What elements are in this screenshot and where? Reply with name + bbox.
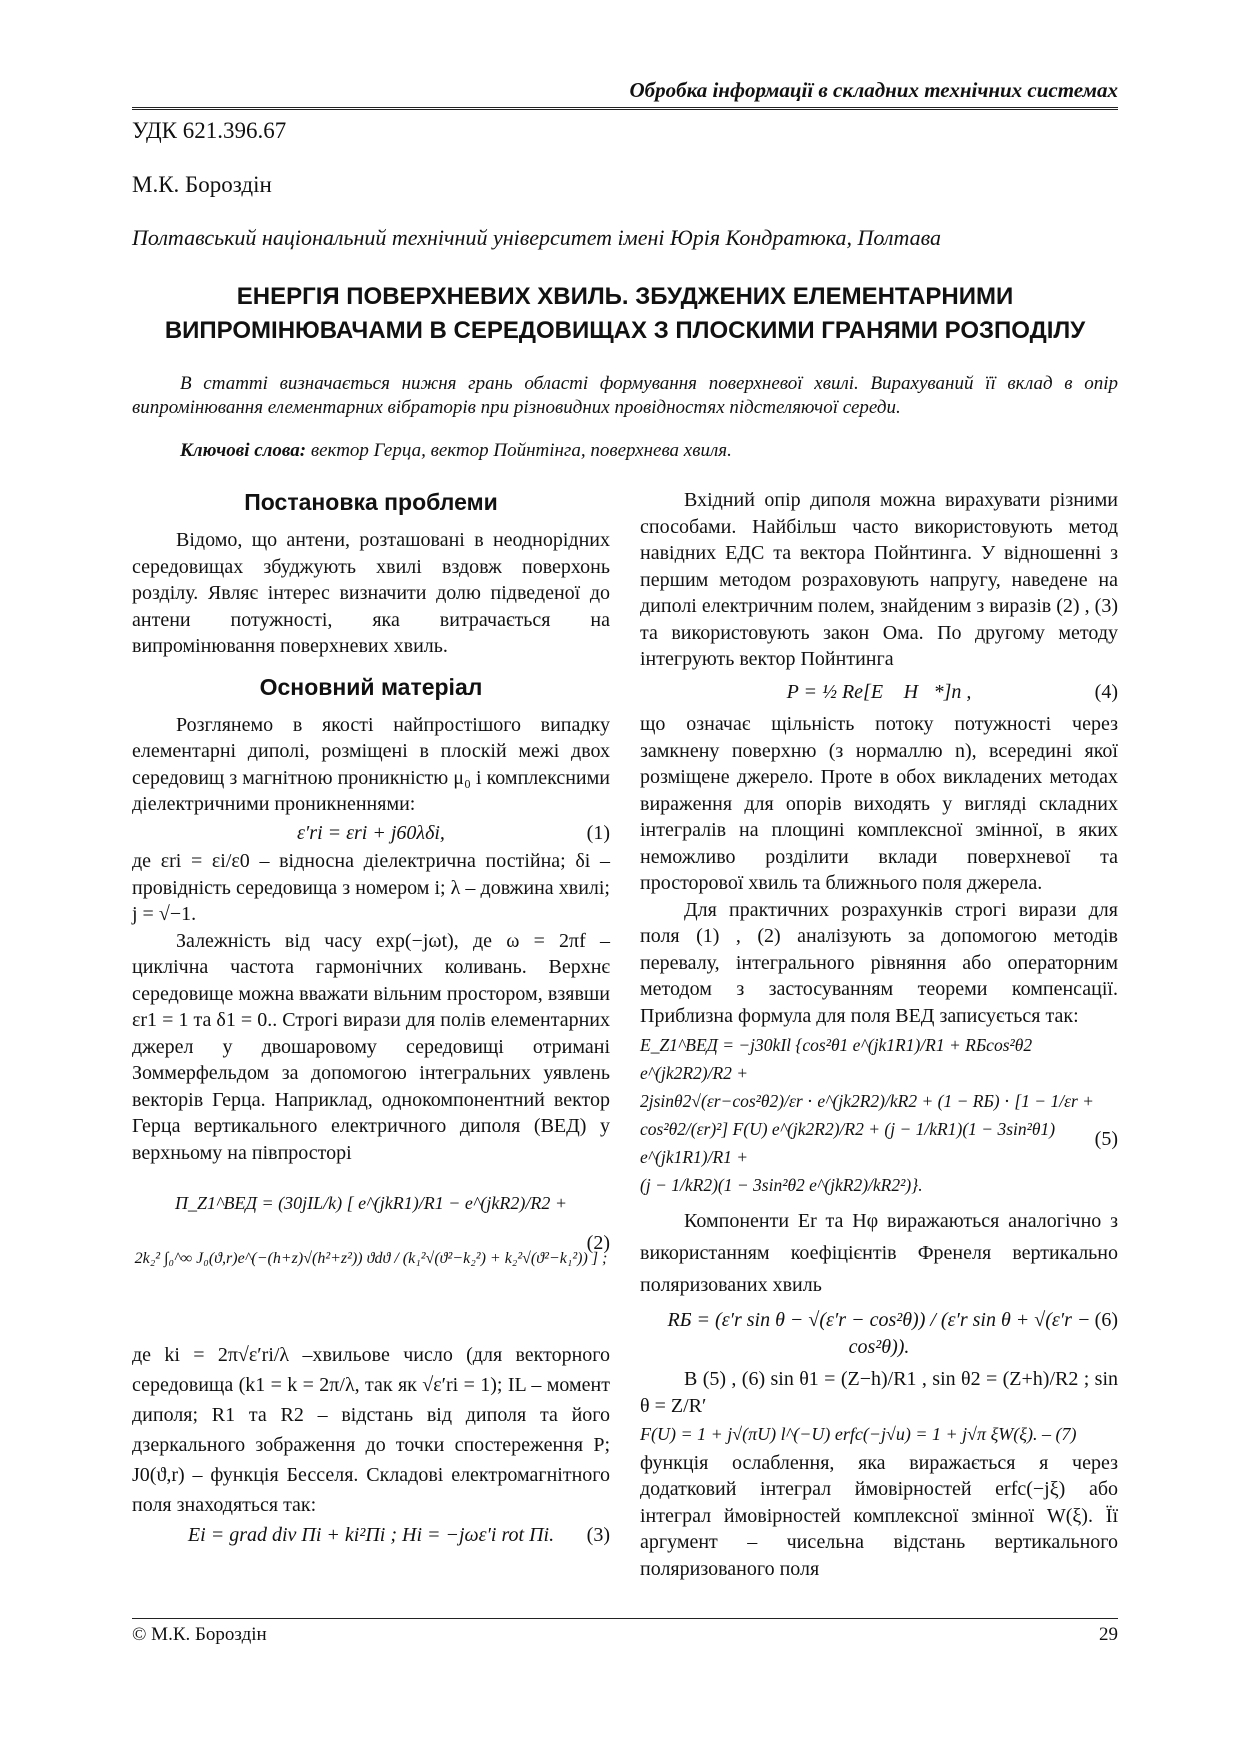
equation-2-line-2: 2k₂² ∫₀^∞ J₀(ϑ,r)e^(−(h+z)√(h²+z²)) ϑdϑ / (k₁²√(ϑ²−k₂²) + k₂²√(ϑ²−k₁²)) ] ;	[134, 1250, 608, 1267]
equation-3-number: (3)	[586, 1524, 610, 1546]
equation-3	[132, 1522, 610, 1549]
paragraph: В (5) , (6) sin θ1 = (Z−h)/R1 , sin θ2 = (Z+h)/R2 ; sin θ = Z/R′	[640, 1368, 1118, 1417]
keywords	[132, 440, 1118, 462]
equation-5-number: (5)	[1094, 1128, 1118, 1150]
equation-6-body: RБ = (ε′r sin θ − √(ε′r − cos²θ)) / (ε′r sin θ + √(ε′r − cos²θ)).	[667, 1309, 1091, 1358]
paragraph: Компоненти Er та Hφ виражаються аналогічно з використанням коефіцієнтів Френеля вертикально поляризованих хвиль	[640, 1210, 1118, 1296]
equation-3-body: Ei = grad div Πi + ki²Πi ; Hi = −jωε′i rot Πi.	[187, 1524, 555, 1546]
abstract: В статті визначається нижня грань області формування поверхневої хвилі. Вирахуваний її вклад в опір випромінювання елементарних вібраторів при різновидних провідностях підстеляючої середи.	[132, 373, 1118, 418]
udk-code: УДК 621.396.67	[132, 118, 287, 143]
keywords-label: Ключові слова:	[180, 440, 307, 461]
equation-6-number: (6)	[1094, 1309, 1118, 1331]
equation-2-number: (2)	[586, 1232, 610, 1254]
running-head: Обробка інформації в складних технічних системах	[132, 78, 1118, 110]
equation-2	[132, 1168, 610, 1338]
equation-7	[640, 1421, 1118, 1448]
equation-6	[640, 1307, 1118, 1360]
equation-2-line-1: Π_Z1^ВЕД = (30jIL/k) [ e^(jkR1)/R1 − e^(jkR2)/R2 +	[174, 1193, 568, 1213]
equation-4-body: P = ½ Re[E⃗ H⃗*]n ,	[786, 680, 972, 703]
footer-rule	[132, 1618, 1118, 1619]
equation-5-line-3: cos²θ2/(εr)²] F(U) e^(jk2R2)/R2 + (j − 1/kR1)(1 − 3sin²θ1) e^(jk1R1)/R1 +	[640, 1119, 1056, 1167]
equation-1	[132, 820, 610, 847]
title-line-1: ЕНЕРГІЯ ПОВЕРХНЕВИХ ХВИЛЬ. ЗБУДЖЕНИХ ЕЛЕМЕНТАРНИМИ	[236, 283, 1014, 310]
equation-1-body: ε′ri = εri + j60λδi,	[297, 821, 445, 844]
paragraph: Розглянемо в якості найпростішого випадку елементарні диполі, розміщені в плоскій межі двох середовищ з магнітною проникністю μ₀ і комплексними діелектричними проникненнями:	[132, 713, 610, 815]
equation-5-line-1: E_Z1^ВЕД = −j30kIl {cos²θ1 e^(jk1R1)/R1 + RБcos²θ2 e^(jk2R2)/R2 +	[640, 1035, 1033, 1083]
paragraph: що означає щільність потоку потужності через замкнену поверхню (з нормаллю n), всередині якої розміщене джерело. Проте в обох викладених методах вираження для опорів виходять у вигляді складних інтегралів на площині комплексної змінної, в яких неможливо розділити вклади поверхневої та просторової хвиль та ближнього поля джерела.	[640, 713, 1118, 894]
section-heading-main: Основний матеріал	[259, 673, 483, 700]
paragraph: Для практичних розрахунків строгі вирази для поля (1) , (2) аналізують за допомогою методів перевалу, інтегрального рівняння або операторним методом з застосуванням теореми компенсації. Приблизна формула для поля ВЕД записується так:	[640, 898, 1118, 1027]
author-name: М.К. Бороздін	[132, 172, 272, 197]
article-title	[132, 280, 1118, 348]
equation-7-body: F(U) = 1 + j√(πU) l^(−U) erfc(−j√u) = 1 + j√π ξW(ξ). – (7)	[640, 1424, 1077, 1444]
footer-copyright: © М.К. Бороздін	[132, 1624, 267, 1645]
paragraph: де ki = 2π√ε′ri/λ –хвильове число (для векторного середовища (k1 = k = 2π/λ, так як √ε′ri = 1); IL – момент диполя; R1 та R2 – відстань від диполя та його дзеркального зображення до точки спостереження P; J0(ϑ,r) – функція Бесселя. Складові електромагнітного поля знаходяться так:	[132, 1344, 610, 1516]
keywords-text: вектор Герца, вектор Пойнтінга, поверхнева хвиля.	[306, 440, 732, 461]
paragraph: Залежність від часу exp(−jωt), де ω = 2πf – циклічна частота гармонічних коливань. Верхнє середовище можна вважати вільним простором, взявши εr1 = 1 та δ1 = 0.. Строгі вирази для полів елементарних джерел у двошаровому середовищі отримані Зоммерфельдом за допомогою інтегральних уявлень векторів Герца. Наприклад, однокомпонентний вектор Герца вертикального електричного диполя (ВЕД) у верхньому на півпросторі	[132, 929, 610, 1164]
paragraph: Вхідний опір диполя можна вирахувати різними способами. Найбільш часто використовують метод навідних ЕДС та вектора Пойнтинга. У відношенні з першим методом розраховують напругу, наведене на диполі електричним полем, знайденим з виразів (2) , (3) та використовують закон Ома. По другому методу інтегрують вектор Пойнтинга	[640, 489, 1118, 670]
equation-5	[640, 1031, 1118, 1199]
affiliation: Полтавський національний технічний університет імені Юрія Кондратюка, Полтава	[132, 225, 941, 250]
left-column	[132, 487, 610, 1551]
equation-5-line-4: (j − 1/kR2)(1 − 3sin²θ2 e^(jkR2)/kR2²)}.	[640, 1175, 923, 1195]
equation-5-line-2: 2jsinθ2√(εr−cos²θ2)/εr ⋅ e^(jk2R2)/kR2 + (1 − RБ) ⋅ [1 − 1/εr +	[640, 1091, 1094, 1111]
equation-1-number: (1)	[586, 821, 610, 844]
paragraph: Відомо, що антени, розташовані в неоднорідних середовищах збуджують хвилі вздовж поверхонь розділу. Являє інтерес визначити долю підведеної до антени потужності, яка витрачається на випромінювання поверхневих хвиль.	[132, 529, 610, 657]
equation-4-number: (4)	[1094, 680, 1118, 703]
equation-4	[640, 679, 1118, 706]
section-heading-problem: Постановка проблеми	[244, 489, 498, 515]
right-column	[640, 487, 1118, 1582]
paragraph: де εri = εi/ε0 – відносна діелектрична постійна; δi – провідність середовища з номером i; λ – довжина хвилі; j = √−1.	[132, 850, 610, 925]
title-line-2: ВИПРОМІНЮВАЧАМИ В СЕРЕДОВИЩАХ З ПЛОСКИМИ ГРАНЯМИ РОЗПОДІЛУ	[164, 317, 1086, 344]
paragraph: функція ослаблення, яка виражається я через додатковий інтеграл ймовірностей erfc(−jξ) або інтеграл ймовірностей комплексної змінної W(ξ). Її аргумент – чисельна відстань вертикального поляризованого поля	[640, 1451, 1118, 1580]
page-number: 29	[1099, 1624, 1118, 1645]
